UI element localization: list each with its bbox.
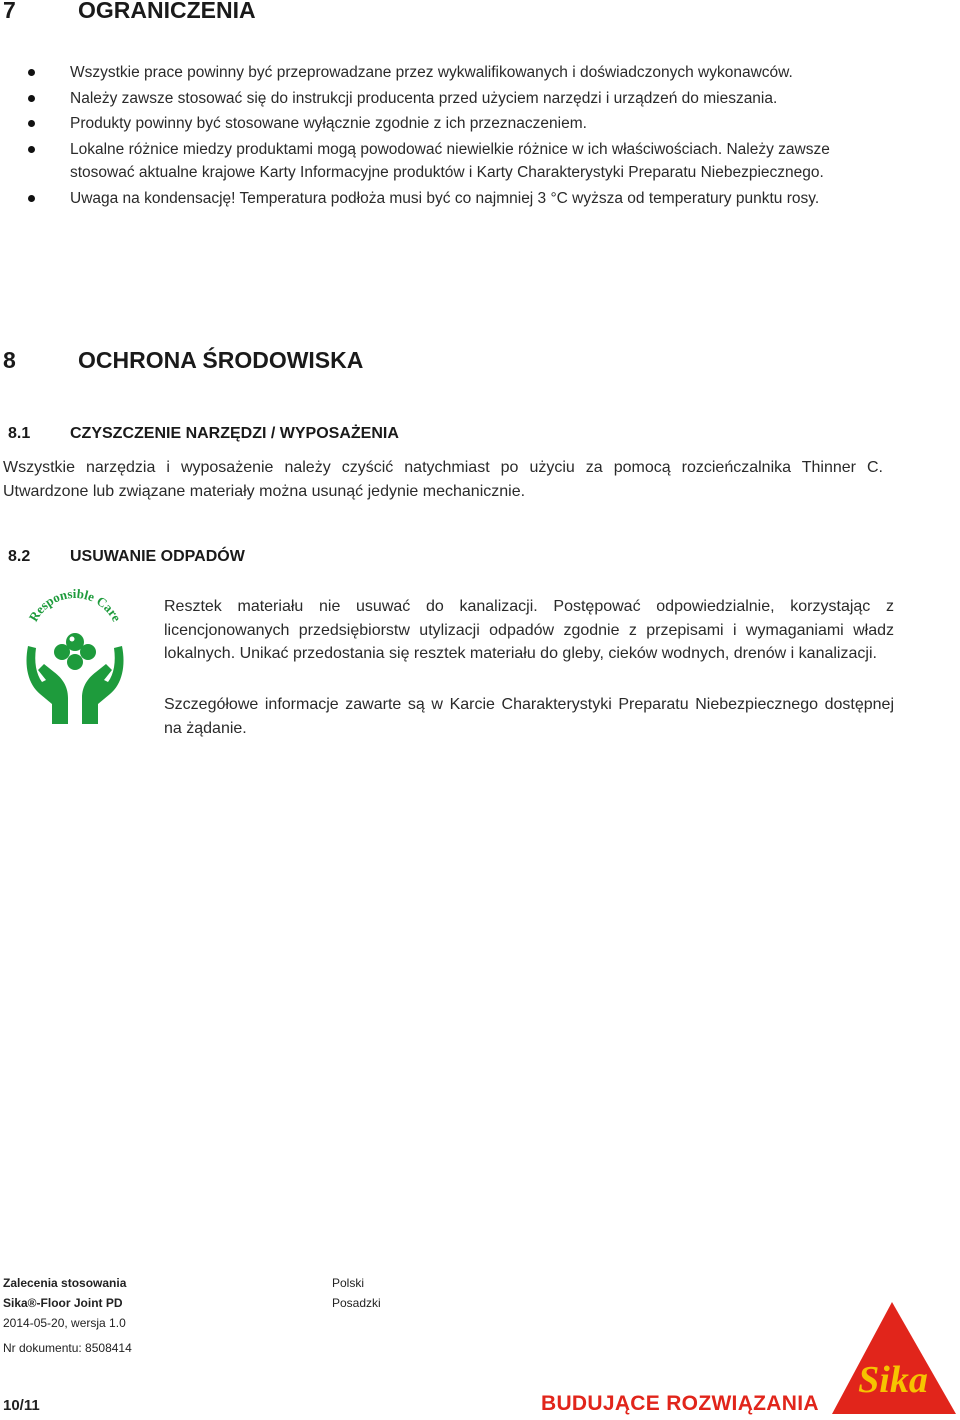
subsection-8-1-heading [8, 425, 399, 443]
subsection-number: 8.2 [8, 548, 31, 565]
cleaning-paragraph: Wszystkie narzędzia i wyposażenie należy czyścić natychmiast po użyciu za pomocą rozcieńczalnika Thinner C. Utwardzone lub związane materiały można usunąć jedynie mechanicznie. [3, 459, 883, 500]
footer-language: Polski [332, 1276, 365, 1290]
section-8-heading [3, 347, 363, 374]
section-title: OGRANICZENIA [78, 0, 256, 23]
list-item: Produkty powinny być stosowane wyłącznie zgodnie z ich przeznaczeniem. [0, 112, 890, 136]
bullet-icon [28, 195, 35, 202]
responsible-care-logo [22, 586, 128, 726]
list-item: Lokalne różnice miedzy produktami mogą powodować niewielkie różnice w ich właściwościach. Należy zawsze stosować aktualne krajowe Karty Informacyjne produktów i Karty Charakterystyki Preparatu Niebezpiecznego. [0, 138, 890, 185]
bullet-icon [28, 146, 35, 153]
restrictions-list [0, 61, 890, 212]
footer-slogan: BUDUJĄCE ROZWIĄZANIA [541, 1392, 819, 1415]
subsection-8-2-heading [8, 548, 245, 566]
footer-date-version: 2014-05-20, wersja 1.0 [3, 1316, 126, 1330]
bullet-icon [28, 95, 35, 102]
list-item: Należy zawsze stosować się do instrukcji producenta przed użyciem narzędzi i urządzeń do mieszania. [0, 87, 890, 111]
footer-category: Posadzki [332, 1296, 381, 1310]
subsection-title: CZYSZCZENIE NARZĘDZI / WYPOSAŻENIA [70, 425, 399, 442]
bullet-icon [28, 69, 35, 76]
sika-logo [830, 1300, 958, 1416]
disposal-paragraph: Resztek materiału nie usuwać do kanalizacji. Postępować odpowiedzialnie, korzystając z licencjonowanych przedsiębiorstw utylizacji odpadów zgodnie z przepisami i wymaganiami władz lokalnych. Unikać przedostania się resztek materiału do gleby, cieków wodnych, drenów i kanalizacji. [164, 598, 894, 662]
sika-logo-text: Sika [858, 1359, 928, 1401]
safety-sheet-paragraph: Szczegółowe informacje zawarte są w Karcie Charakterystyki Preparatu Niebezpiecznego dostępnej na żądanie. [164, 696, 894, 737]
footer-product: Sika®-Floor Joint PD [3, 1296, 123, 1310]
footer-doc-number: Nr dokumentu: 8508414 [3, 1341, 132, 1355]
bullet-icon [28, 120, 35, 127]
section-number: 7 [3, 0, 16, 23]
logo-text: Responsible Care [25, 586, 125, 625]
section-number: 8 [3, 347, 16, 373]
footer-doc-type: Zalecenia stosowania [3, 1276, 127, 1290]
list-item: Uwaga na kondensację! Temperatura podłoża musi być co najmniej 3 °C wyższa od temperatury punktu rosy. [0, 187, 890, 211]
svg-text:Responsible Care [26, 586, 125, 624]
page-number: 10/11 [3, 1397, 40, 1414]
subsection-number: 8.1 [8, 425, 31, 442]
section-7-heading [3, 0, 256, 24]
list-item: Wszystkie prace powinny być przeprowadzane przez wykwalifikowanych i doświadczonych wykonawców. [0, 61, 890, 85]
section-title: OCHRONA ŚRODOWISKA [78, 347, 364, 373]
subsection-title: USUWANIE ODPADÓW [70, 548, 245, 565]
